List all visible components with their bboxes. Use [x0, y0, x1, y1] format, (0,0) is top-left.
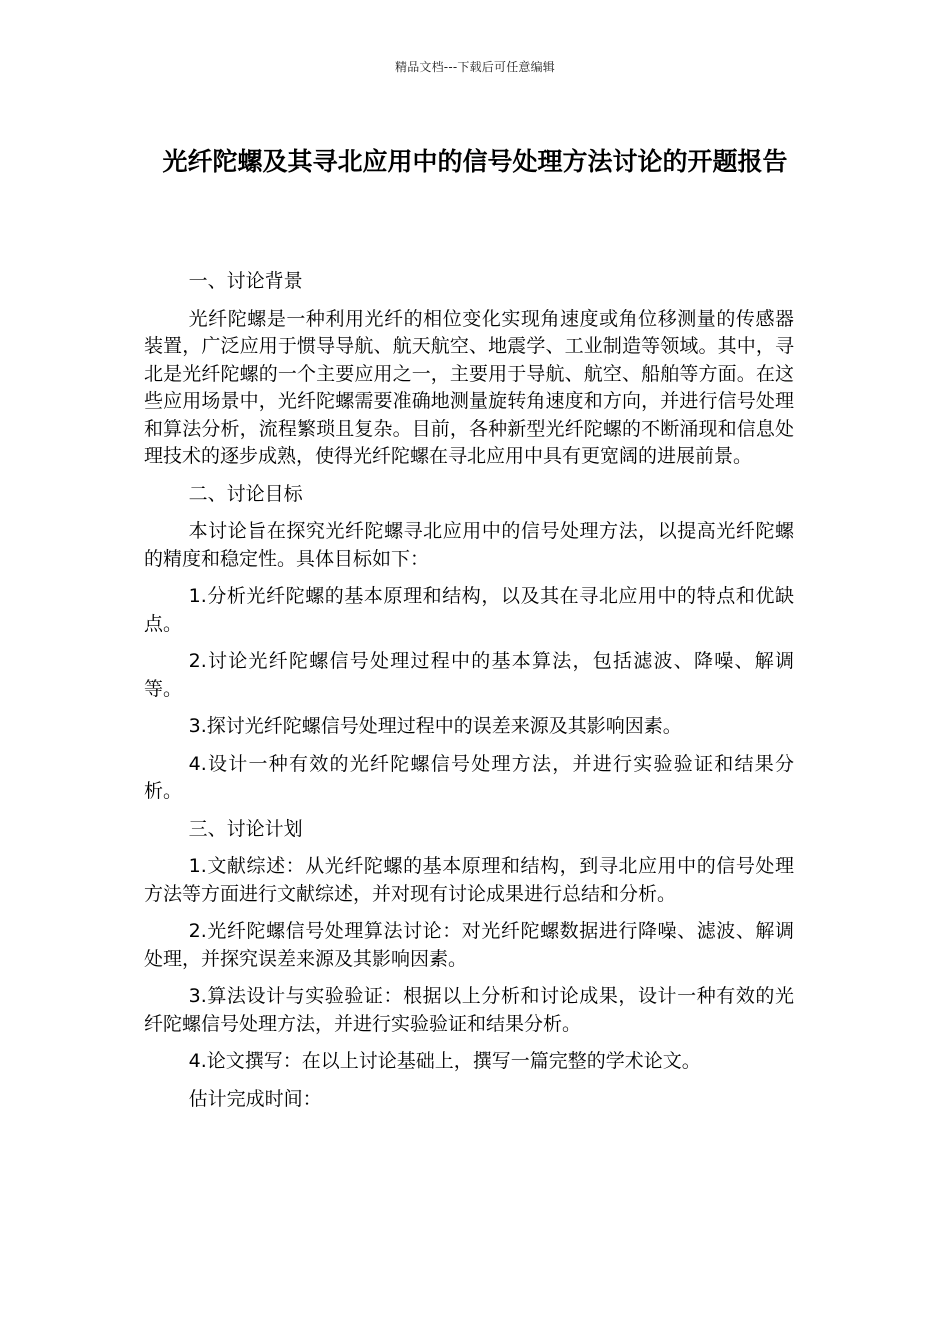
goal-item-1: 1.分析光纤陀螺的基本原理和结构，以及其在寻北应用中的特点和优缺点。 [144, 585, 794, 635]
section-heading-background: 一、讨论背景 [188, 270, 303, 292]
plan-item-4: 4.论文撰写：在以上讨论基础上，撰写一篇完整的学术论文。 [188, 1050, 701, 1072]
plan-item-2: 2.光纤陀螺信号处理算法讨论：对光纤陀螺数据进行降噪、滤波、解调处理，并探究误差来源及其影响因素。 [144, 920, 794, 970]
paragraph-background: 光纤陀螺是一种利用光纤的相位变化实现角速度或角位移测量的传感器装置，广泛应用于惯导导航、航天航空、地震学、工业制造等领域。其中，寻北是光纤陀螺的一个主要应用之一，主要用于导航、航空、船舶等方面。在这些应用场景中，光纤陀螺需要准确地测量旋转角速度和方向，并进行信号处理和算法分析，流程繁琐且复杂。目前，各种新型光纤陀螺的不断涌现和信息处理技术的逐步成熟，使得光纤陀螺在寻北应用中具有更宽阔的进展前景。 [144, 307, 794, 467]
goal-item-2: 2.讨论光纤陀螺信号处理过程中的基本算法，包括滤波、降噪、解调等。 [144, 650, 794, 700]
section-heading-plan: 三、讨论计划 [188, 817, 303, 840]
document-title: 光纤陀螺及其寻北应用中的信号处理方法讨论的开题报告 [162, 147, 788, 176]
header-note: 精品文档---下载后可任意编辑 [395, 60, 555, 74]
paragraph-goals-intro: 本讨论旨在探究光纤陀螺寻北应用中的信号处理方法，以提高光纤陀螺的精度和稳定性。具体目标如下： [144, 520, 794, 570]
goal-item-4: 4.设计一种有效的光纤陀螺信号处理方法，并进行实验验证和结果分析。 [144, 752, 794, 802]
plan-item-3: 3.算法设计与实验验证：根据以上分析和讨论成果，设计一种有效的光纤陀螺信号处理方法，并进行实验验证和结果分析。 [144, 985, 794, 1035]
plan-item-1: 1.文献综述：从光纤陀螺的基本原理和结构，到寻北应用中的信号处理方法等方面进行文献综述，并对现有讨论成果进行总结和分析。 [144, 855, 794, 905]
goal-item-3: 3.探讨光纤陀螺信号处理过程中的误差来源及其影响因素。 [188, 715, 682, 737]
document-body [144, 268, 794, 1123]
section-heading-goals: 二、讨论目标 [188, 482, 303, 505]
estimated-completion-label: 估计完成时间： [188, 1087, 322, 1110]
